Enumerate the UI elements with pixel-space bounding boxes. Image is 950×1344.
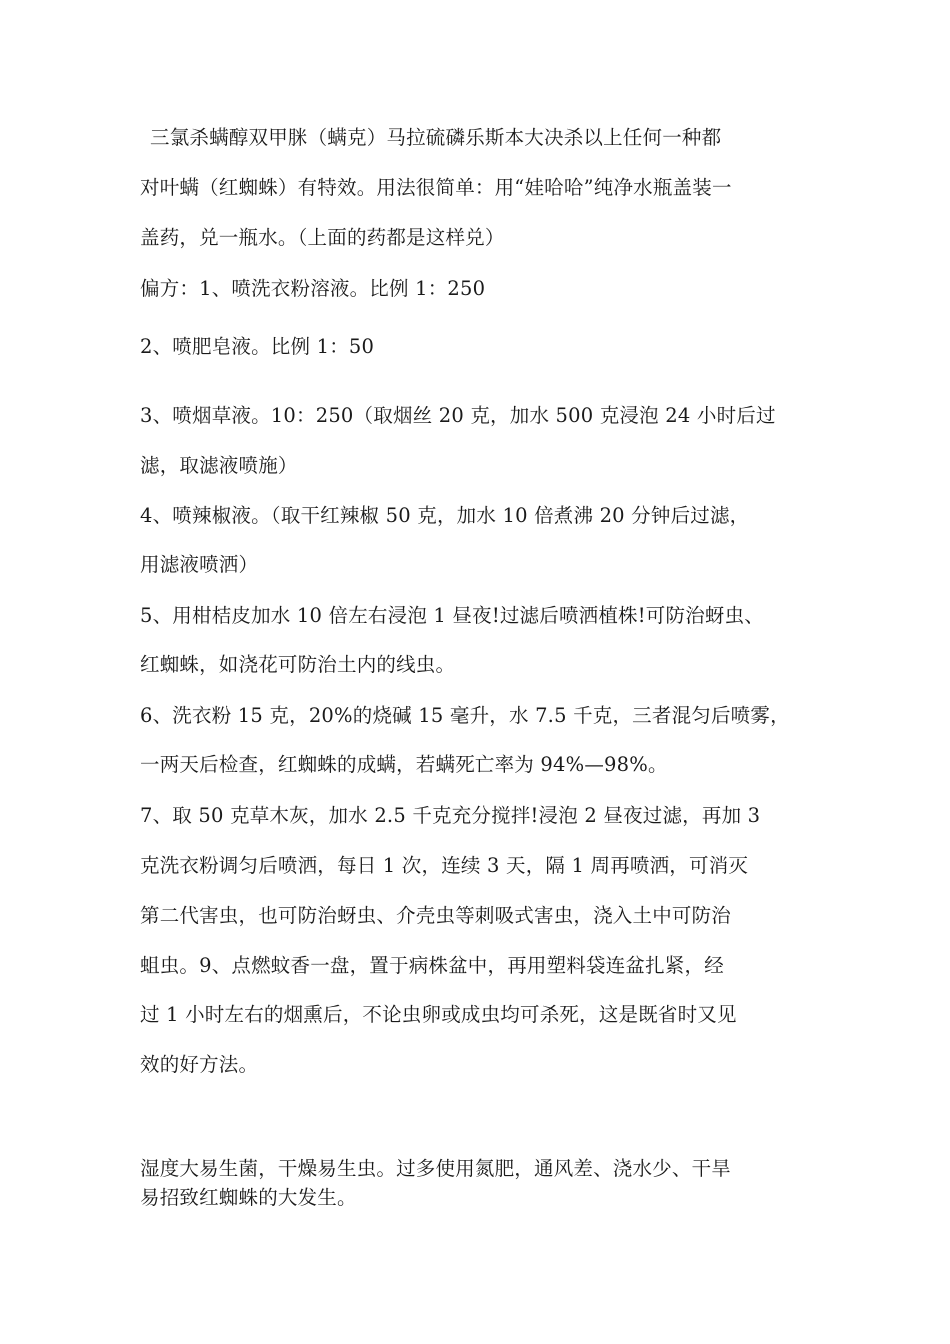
text-line: 6、洗衣粉 15 克，20%的烧碱 15 毫升，水 7.5 千克，三者混匀后喷雾，	[140, 704, 790, 727]
text-line: 过 1 小时左右的烟熏后，不论虫卵或成虫均可杀死，这是既省时又见	[140, 1003, 737, 1026]
text-line: 用滤液喷洒）	[140, 553, 259, 576]
text-line: 对叶螨（红蜘蛛）有特效。用法很简单：用“娃哈哈”纯净水瓶盖装一	[140, 176, 732, 199]
text-line: 克洗衣粉调匀后喷洒，每日 1 次，连续 3 天，隔 1 周再喷洒，可消灭	[140, 854, 749, 877]
text-line: 一两天后检查，红蜘蛛的成螨，若螨死亡率为 94%—98%。	[140, 753, 668, 776]
text-line: 7、取 50 克草木灰，加水 2.5 千克充分搅拌!浸泡 2 昼夜过滤，再加 3	[140, 804, 761, 827]
text-line: 效的好方法。	[140, 1053, 259, 1076]
text-line: 盖药，兑一瓶水。（上面的药都是这样兑）	[140, 226, 505, 249]
text-line: 5、用柑桔皮加水 10 倍左右浸泡 1 昼夜!过滤后喷洒植株!可防治蚜虫、	[140, 604, 764, 627]
text-line: 4、喷辣椒液。（取干红辣椒 50 克，加水 10 倍煮沸 20 分钟后过滤，	[140, 504, 750, 527]
text-line: 湿度大易生菌，干燥易生虫。过多使用氮肥，通风差、浇水少、干旱	[140, 1157, 732, 1180]
text-line: 3、喷烟草液。10：250（取烟丝 20 克，加水 500 克浸泡 24 小时后过	[140, 404, 776, 427]
text-line: 滤，取滤液喷施）	[140, 454, 298, 477]
text-line: 红蜘蛛，如浇花可防治土内的线虫。	[140, 653, 456, 676]
text-line: 蛆虫。9、点燃蚊香一盘，置于病株盆中，再用塑料袋连盆扎紧，经	[140, 954, 724, 977]
text-line: 易招致红蜘蛛的大发生。	[140, 1186, 357, 1209]
text-line: 第二代害虫，也可防治蚜虫、介壳虫等刺吸式害虫，浇入土中可防治	[140, 904, 732, 927]
text-line: 2、喷肥皂液。比例 1：50	[140, 335, 375, 358]
text-line: 偏方：1、喷洗衣粉溶液。比例 1：250	[140, 277, 486, 300]
text-line: 三氯杀螨醇双甲脒（螨克）马拉硫磷乐斯本大决杀以上任何一种都	[150, 126, 722, 149]
